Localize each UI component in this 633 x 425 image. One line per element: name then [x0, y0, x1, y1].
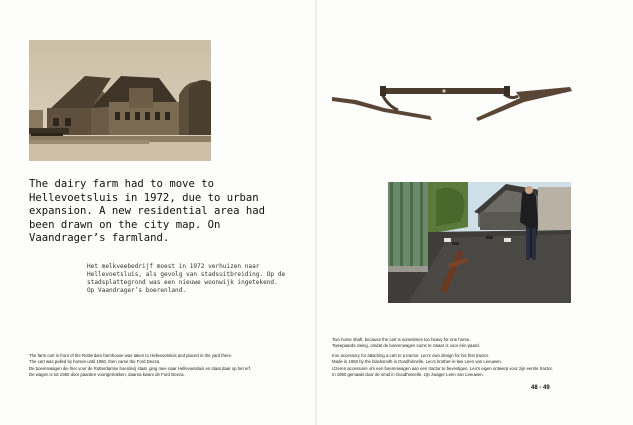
caption-line: Made in 1950 by the blacksmith in Oosdhinnelle, Leo’s brother-in-law Leen van Leeuwen. [332, 359, 502, 365]
caption-left [29, 353, 299, 379]
caption-line: Two horse shaft, because the cart is sometimes too heavy for one horse. [332, 337, 471, 342]
caption-line: The farm cart in front of the Rotterdam farmhouse was taken to Hellevoetsluis and placed in the yard there. [29, 353, 233, 358]
caption-line: De boerenwagen die hier voor de Rotterdamse boerderij staat, ging mee naar Hellevoetsluis en staat daar op het erf. [29, 365, 252, 371]
headline-nl: Het melkveebedrijf moest in 1972 verhuizen naar Hellevoetsluis, als gevolg van stadsuitbreiding. Op de stadsplattegrond was een nieuwe woonwijk ingetekend. Op Vaandrager’s boerenland. [87, 263, 286, 295]
caption-line: In 1950 gemaakt door de smid in Ooudhinnelle, zijn zwager Leen van Leeuwen. [332, 372, 484, 378]
caption-line: Tweepaards-zwing, omdat de boerenwagen soms te zwaar is voor één paard. [332, 343, 480, 349]
page-number: 48 - 49 [531, 385, 550, 391]
book-gutter [315, 0, 317, 425]
caption-right [332, 337, 612, 378]
caption-line: IJzeren accessoire om een boerenwagen aan een tractor te bevestigen. Leo’s eigen ontwerp voor zijn eerste tractor. [332, 365, 553, 371]
horse-shaft-image [328, 78, 574, 130]
farmyard-photo [388, 182, 571, 303]
caption-line: Iron accessory for attaching a cart to a tractor. Leo’s own design for his first tractor. [332, 352, 490, 358]
caption-line: De wagen is tot 1950 door paarden voortgetrokken, daarna kwam de Ford Deeza. [29, 372, 185, 378]
caption-line: The cart was pulled by horses until 1950, then came the Ford Deeza. [29, 359, 161, 365]
farmhouse-photo [29, 40, 211, 161]
headline-en: The dairy farm had to move to Hellevoetsluis in 1972, due to urban expansion. A new residential area had been drawn on the city map. On Vaandrager’s farmland. [29, 178, 265, 244]
